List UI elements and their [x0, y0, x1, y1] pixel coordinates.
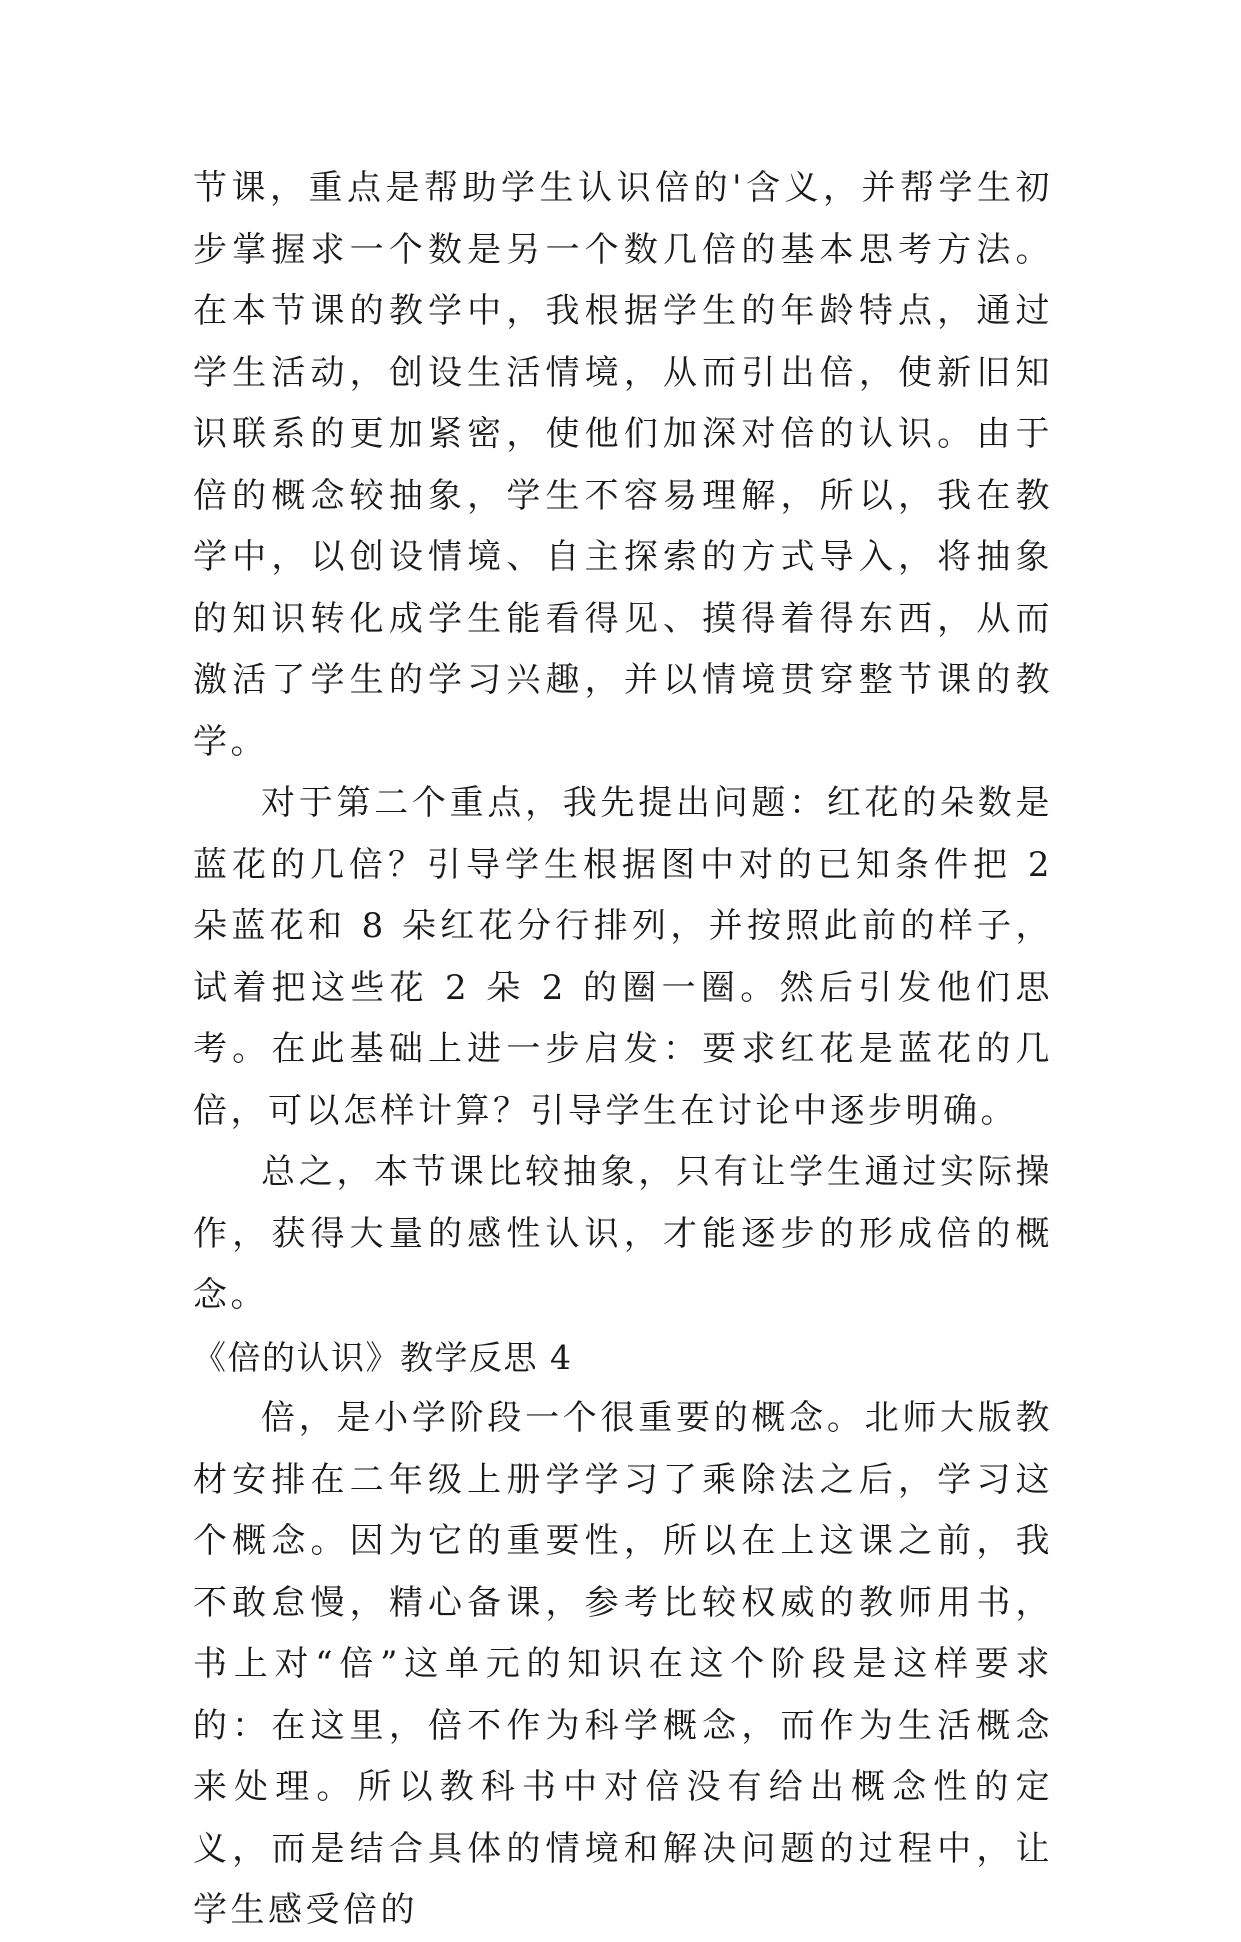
section-heading-number: 4: [550, 1337, 573, 1377]
paragraph-section-4-intro: 倍，是小学阶段一个很重要的概念。北师大版教材安排在二年级上册学学习了乘除法之后，学习这个概念。因为它的重要性，所以在上这课之前，我不敢怠慢，精心备课，参考比较权威的教师用书，书上对“倍”这单元的知识在这个阶段是这样要求的：在这里，倍不作为科学概念，而作为生活概念来处理。所以教科书中对倍没有给出概念性的定义，而是结合具体的情境和解决问题的过程中，让学生感受倍的: [193, 1398, 1053, 1930]
document-page: [193, 158, 1053, 1942]
paragraph-continuation: 节课，重点是帮助学生认识倍的'含义，并帮学生初步掌握求一个数是另一个数几倍的基本思考方法。在本节课的教学中，我根据学生的年龄特点，通过学生活动，创设生活情境，从而引出倍，使新旧知识联系的更加紧密，使他们加深对倍的认识。由于倍的概念较抽象，学生不容易理解，所以，我在教学中，以创设情境、自主探索的方式导入，将抽象的知识转化成学生能看得见、摸得着得东西，从而激活了学生的学习兴趣，并以情境贯穿整节课的教学。: [193, 168, 1053, 762]
paragraph-second-key-point: 对于第二个重点，我先提出问题：红花的朵数是蓝花的几倍？引导学生根据图中对的已知条件把 2 朵蓝花和 8 朵红花分行排列，并按照此前的样子，试着把这些花 2 朵 2 的圈一圈。然后引发他们思考。在此基础上进一步启发：要求红花是蓝花的几倍，可以怎样计算？引导学生在讨论中逐步明确。: [193, 783, 1053, 1131]
paragraph-summary: 总之，本节课比较抽象，只有让学生通过实际操作，获得大量的感性认识，才能逐步的形成倍的概念。: [193, 1152, 1053, 1315]
section-heading: [193, 1327, 1053, 1389]
section-heading-title: 《倍的认识》教学反思: [193, 1337, 538, 1377]
